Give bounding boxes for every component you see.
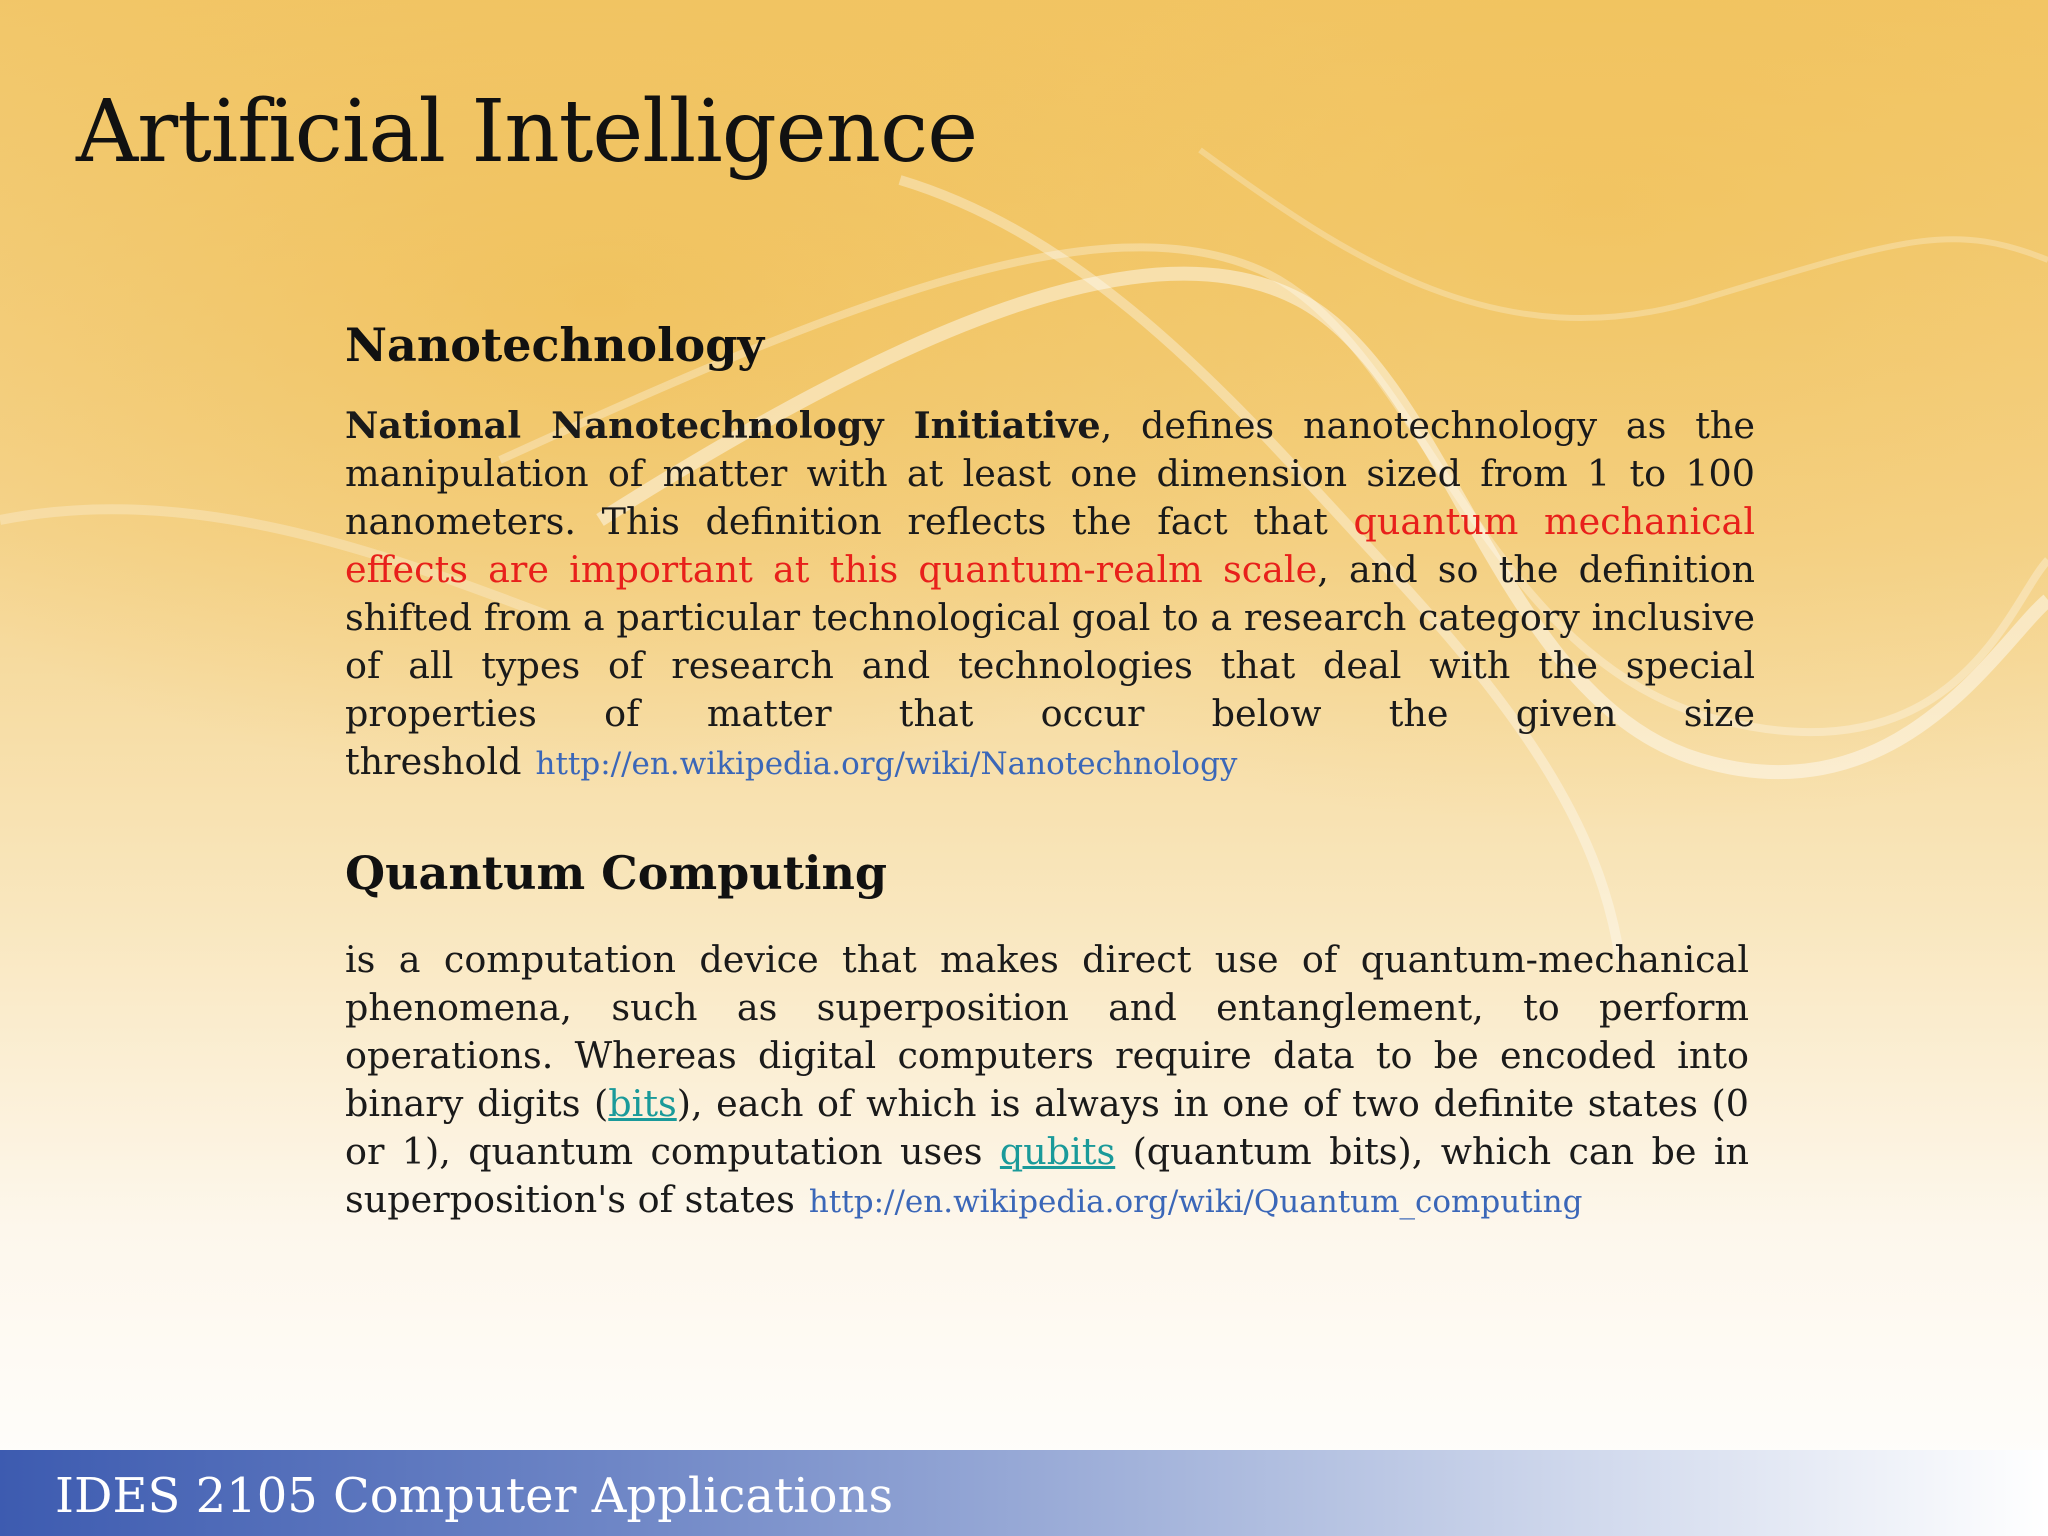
nanotechnology-paragraph [345,402,1755,788]
quantum-text-2: ), each of which is always in one of two definite states (0 or 1), quantum computation uses [345,1082,1750,1173]
nanotech-source-link[interactable]: http://en.wikipedia.org/wiki/Nanotechnology [535,746,1238,782]
footer-bar [0,1450,2048,1536]
quantum-computing-heading: Quantum Computing [345,846,888,900]
bits-link[interactable]: bits [608,1082,677,1125]
nanotech-text-1: , defines nanotechnology as the manipulation of matter with at least one dimension sized from 1 to 100 nanometers. This definition reflects the fact that [345,404,1755,543]
quantum-computing-section [345,846,1749,1226]
quantum-source-link[interactable]: http://en.wikipedia.org/wiki/Quantum_computing [808,1184,1583,1220]
footer-course-label: IDES 2105 Computer Applications [55,1468,894,1524]
quantum-effects-highlight: quantum mechanical effects are important at this quantum-realm scale [345,500,1755,591]
qubits-link[interactable]: qubits [999,1130,1116,1173]
nni-bold-lead: National Nanotechnology Initiative [345,404,1101,447]
quantum-text-1: is a computation device that makes direct use of quantum-mechanical phenomena, such as superposition and entanglement, to perform operations. Whereas digital computers require data to be encoded into binary digits ( [345,938,1749,1125]
nanotechnology-section [345,318,1755,788]
quantum-computing-paragraph [345,936,1749,1226]
nanotechnology-heading: Nanotechnology [345,318,765,372]
slide-title: Artificial Intelligence [76,82,978,182]
nanotech-text-2: , and so the definition shifted from a particular technological goal to a research category inclusive of all types of research and technologies that deal with the special properties of matter that occur below the given size threshold [345,548,1755,783]
quantum-text-3: (quantum bits), which can be in superposition's of states [345,1130,1750,1221]
